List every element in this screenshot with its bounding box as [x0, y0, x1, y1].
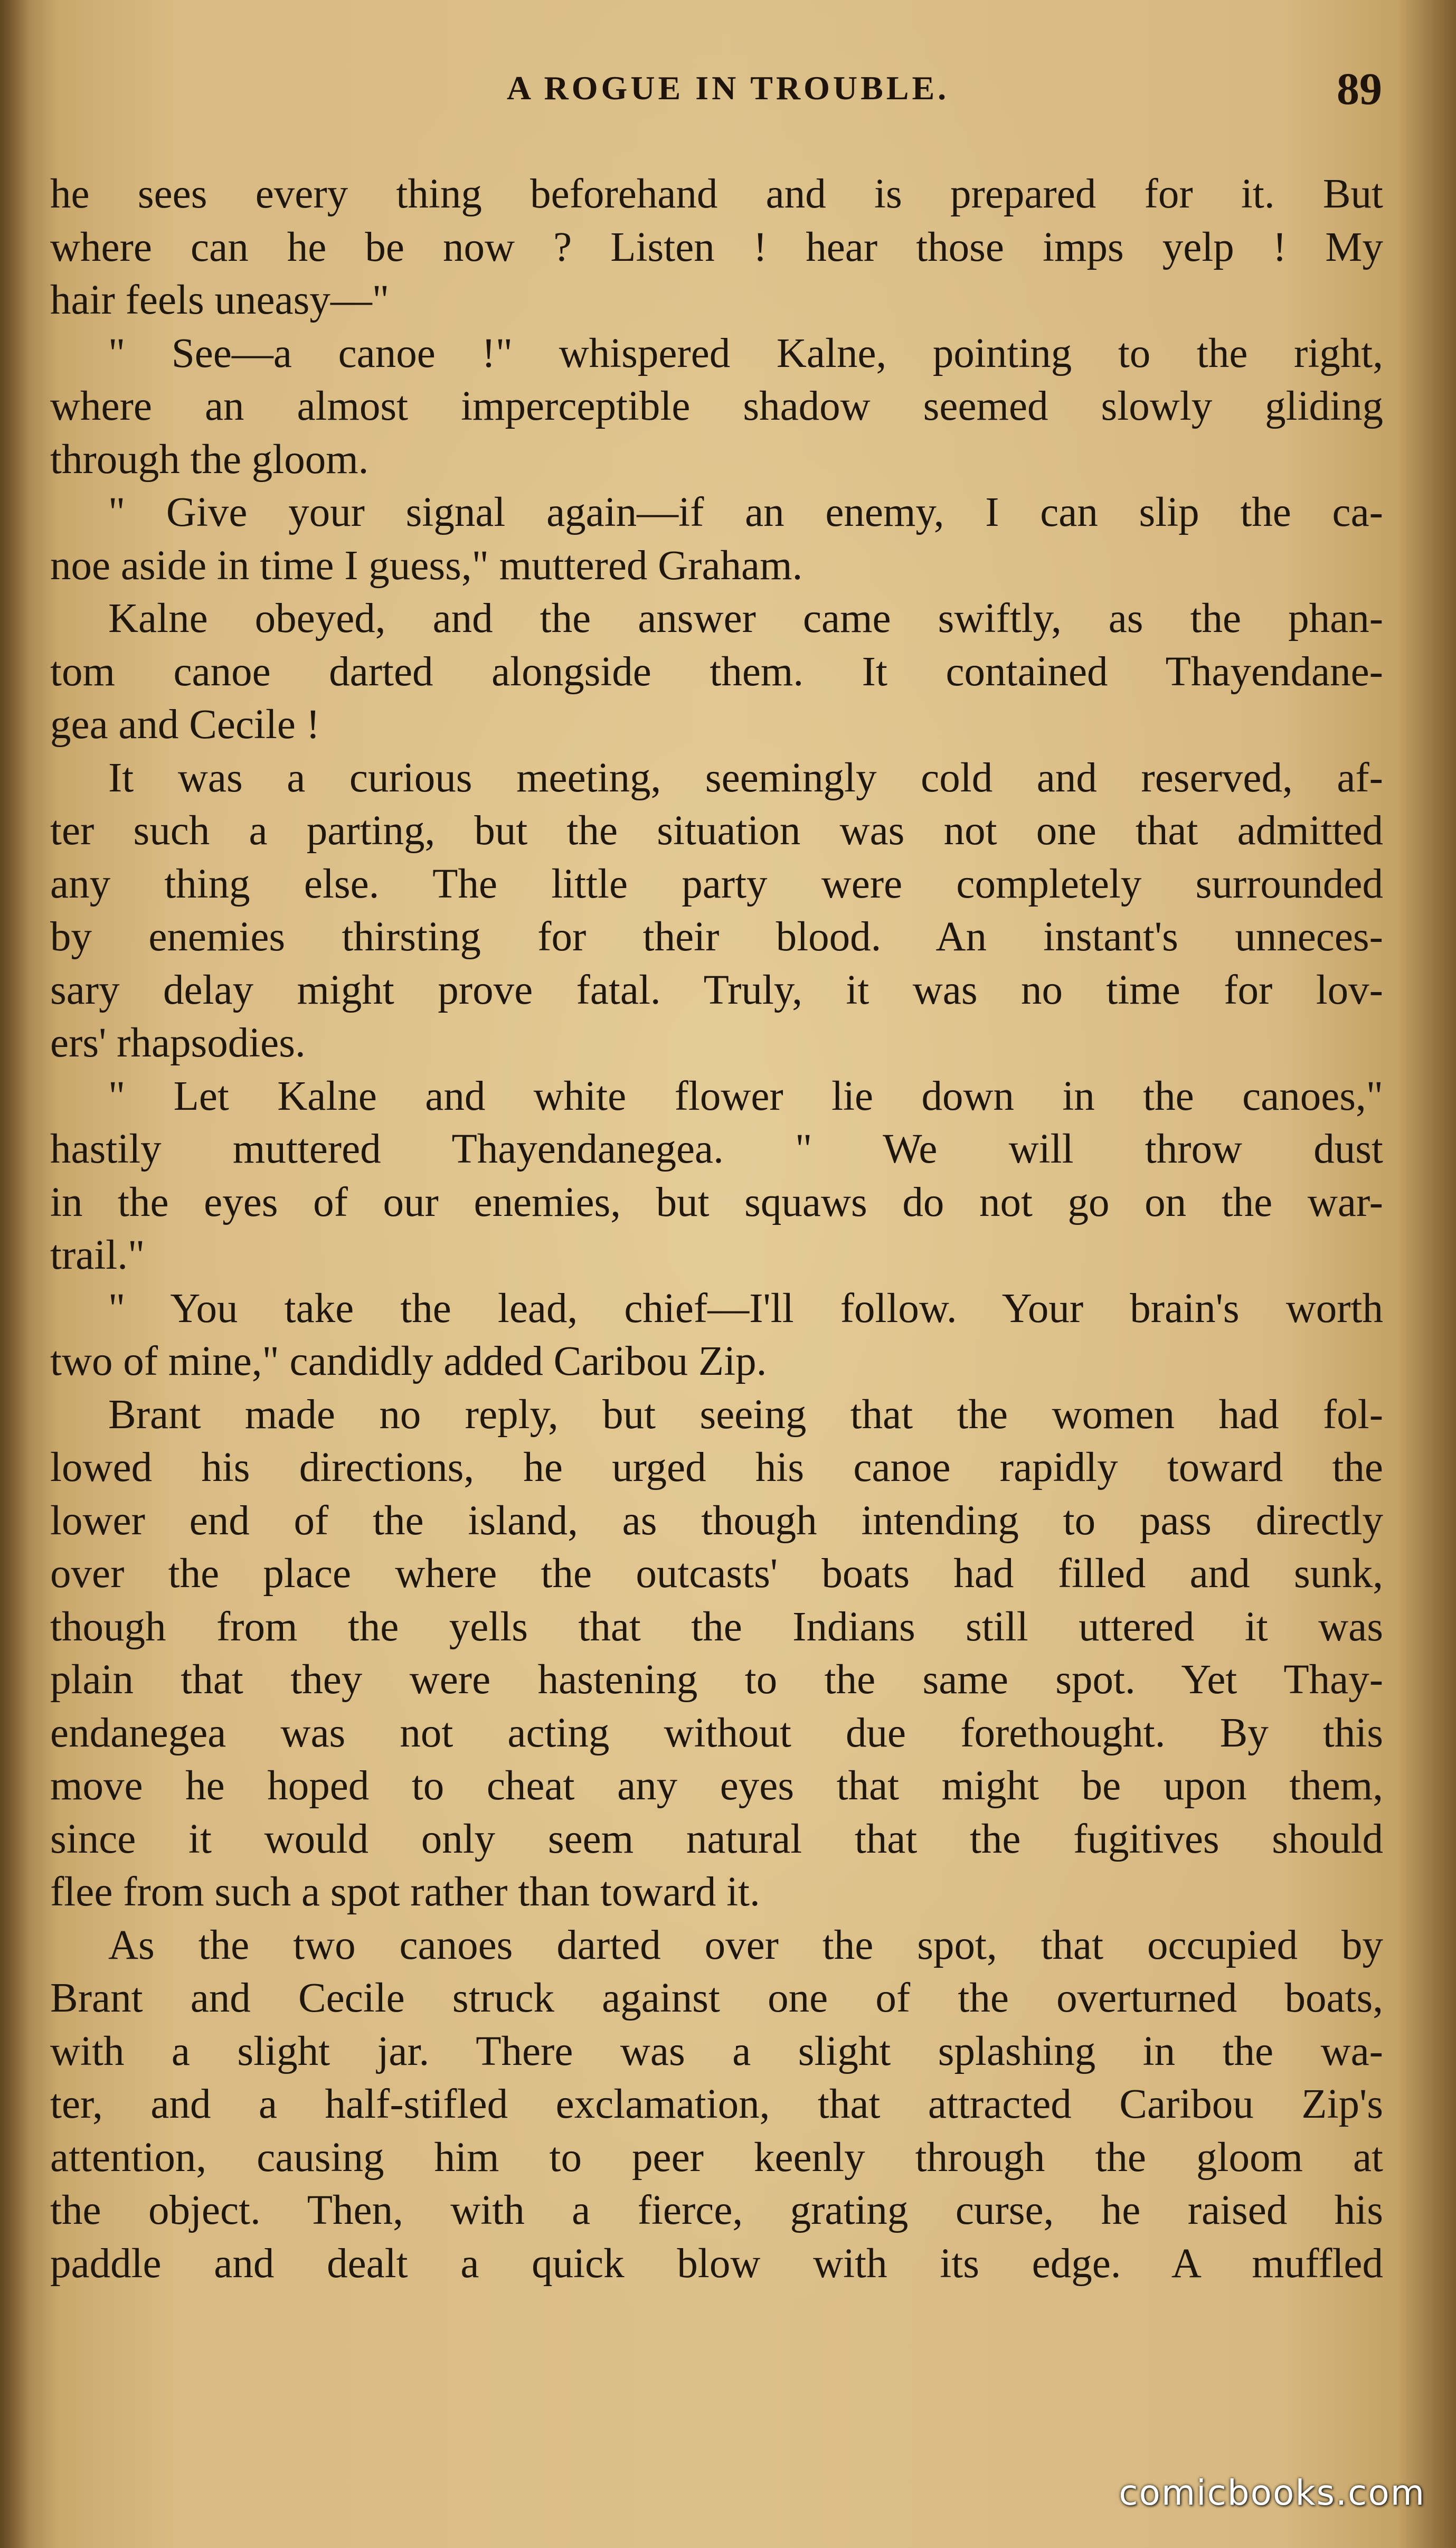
text-line: endanegea was not acting without due forethought. By this	[50, 1710, 1383, 1756]
text-line: by enemies thirsting for their blood. An instant's unneces-	[50, 914, 1383, 960]
body-text	[50, 168, 1383, 2290]
page-header	[0, 62, 1456, 126]
running-title: A ROGUE IN TROUBLE.	[506, 69, 950, 107]
text-line: though from the yells that the Indians still uttered it was	[50, 1603, 1383, 1650]
text-line: hair feels uneasy—"	[50, 277, 390, 323]
text-line: two of mine," candidly added Caribou Zip.	[50, 1338, 767, 1384]
text-line: " Let Kalne and white flower lie down in the canoes,"	[108, 1073, 1383, 1119]
text-line: flee from such a spot rather than toward it.	[50, 1869, 760, 1915]
text-line: any thing else. The little party were completely surrounded	[50, 861, 1383, 907]
text-line: through the gloom.	[50, 436, 369, 483]
text-line: lowed his directions, he urged his canoe rapidly toward the	[50, 1445, 1383, 1490]
text-line: hastily muttered Thayendanegea. " We will throw dust	[50, 1126, 1383, 1172]
binding-shadow	[0, 0, 29, 2548]
text-line: Brant and Cecile struck against one of the overturned boats,	[50, 1975, 1383, 2021]
text-line: plain that they were hastening to the same spot. Yet Thay-	[50, 1657, 1383, 1703]
text-line: gea and Cecile !	[50, 702, 320, 748]
text-line: move he hoped to cheat any eyes that might be upon them,	[50, 1763, 1383, 1809]
text-line: sary delay might prove fatal. Truly, it was no time for lov-	[50, 967, 1383, 1013]
text-line: " See—a canoe !" whispered Kalne, pointing to the right,	[108, 330, 1383, 376]
text-line: he sees every thing beforehand and is prepared for it. But	[50, 171, 1383, 217]
text-line: since it would only seem natural that the fugitives should	[50, 1816, 1383, 1862]
text-line: ers' rhapsodies.	[50, 1020, 306, 1066]
text-line: lower end of the island, as though intending to pass directly	[50, 1497, 1383, 1544]
text-line: paddle and dealt a quick blow with its edge. A muffled	[50, 2240, 1383, 2287]
text-line: trail."	[50, 1232, 145, 1278]
text-line: Kalne obeyed, and the answer came swiftly, as the phan-	[108, 596, 1383, 641]
text-line: noe aside in time I guess," muttered Graham.	[50, 542, 803, 589]
text-line: ter such a parting, but the situation was not one that admitted	[50, 808, 1383, 854]
text-line: over the place where the outcasts' boats had filled and sunk,	[50, 1551, 1383, 1597]
text-line: " Give your signal again—if an enemy, I can slip the ca-	[108, 489, 1383, 535]
text-line: with a slight jar. There was a slight splashing in the wa-	[50, 2028, 1383, 2074]
text-line: It was a curious meeting, seemingly cold and reserved, af-	[108, 754, 1383, 801]
page-number: 89	[1337, 63, 1382, 114]
text-line: " You take the lead, chief—I'll follow. Your brain's worth	[108, 1285, 1383, 1332]
text-line: attention, causing him to peer keenly through the gloom at	[50, 2134, 1383, 2181]
text-line: Brant made no reply, but seeing that the women had fol-	[108, 1391, 1383, 1438]
text-line: where can he be now ? Listen ! hear those imps yelp ! My	[50, 224, 1383, 270]
text-line: As the two canoes darted over the spot, that occupied by	[108, 1922, 1383, 1968]
watermark: comicbooks.com	[1119, 2472, 1425, 2513]
text-line: the object. Then, with a fierce, grating curse, he raised his	[50, 2187, 1383, 2233]
text-line: where an almost imperceptible shadow seemed slowly gliding	[50, 383, 1383, 429]
text-line: tom canoe darted alongside them. It contained Thayendane-	[50, 648, 1383, 695]
text-line: in the eyes of our enemies, but squaws do not go on the war-	[50, 1179, 1383, 1225]
text-line: ter, and a half-stifled exclamation, that attracted Caribou Zip's	[50, 2081, 1383, 2127]
